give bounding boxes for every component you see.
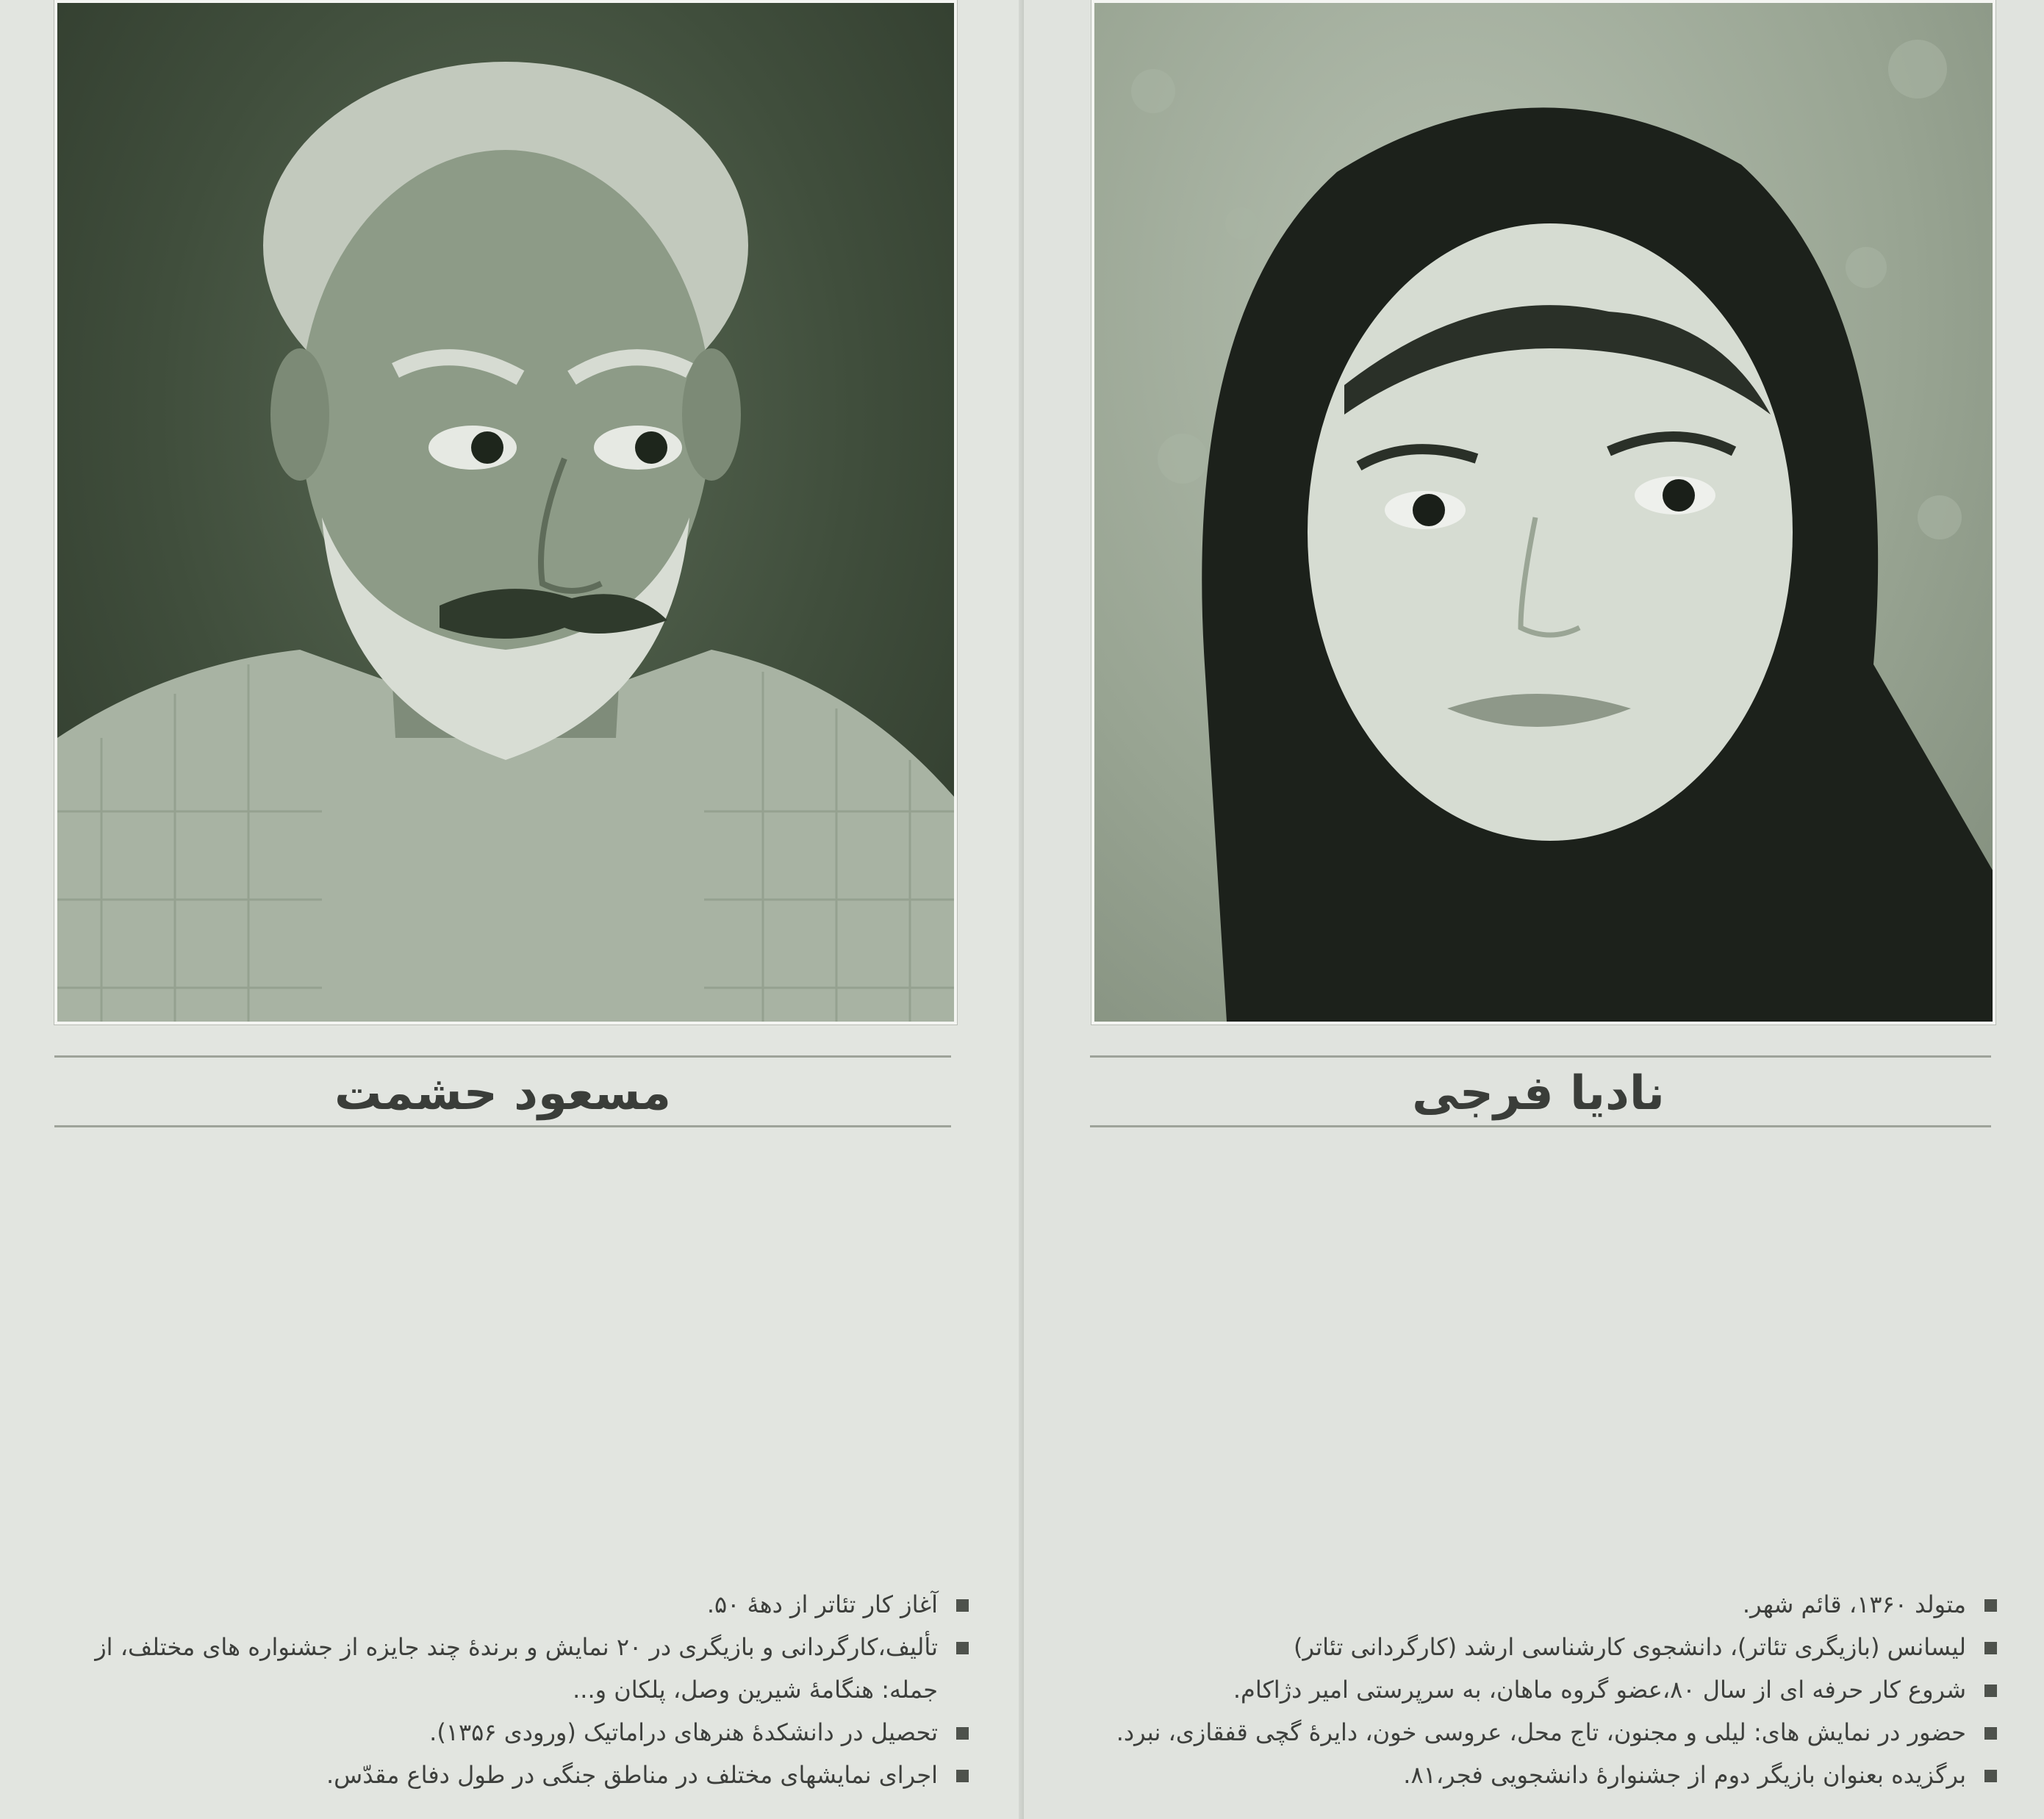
square-bullet-icon [956, 1642, 969, 1654]
square-bullet-icon [1984, 1727, 1997, 1740]
list-item [54, 1754, 972, 1796]
square-bullet-icon [1984, 1599, 1997, 1612]
name-top-rule [54, 1055, 951, 1058]
person-name: نادیا فرجی [1412, 1066, 1665, 1121]
bio-item-text: تألیف،کارگردانی و بازیگری در ۲۰ نمایش و برندۀ چند جایزه از جشنواره های مختلف، از جمله: هنگامۀ شیرین وصل، پلکان و... [95, 1633, 938, 1704]
right-page [1024, 0, 2044, 1819]
bio-item-text: آغاز کار تئاتر از دهۀ ۵۰. [706, 1590, 938, 1618]
bio-list [1068, 1583, 2000, 1796]
bio-item-text: حضور در نمایش های: لیلی و مجنون، تاج محل، عروسی خون، دایرۀ گچی قفقازی، نبرد. [1116, 1718, 1966, 1746]
bio-item-text: اجرای نمایشهای مختلف در مناطق جنگی در طول دفاع مقدّس. [326, 1761, 938, 1789]
bio-item-text: متولد ۱۳۶۰، قائم شهر. [1742, 1590, 1966, 1618]
list-item [54, 1626, 972, 1711]
square-bullet-icon [1984, 1685, 1997, 1697]
list-item [1068, 1754, 2000, 1796]
list-item [54, 1583, 972, 1626]
square-bullet-icon [956, 1770, 969, 1782]
bio-item-text: برگزیده بعنوان بازیگر دوم از جشنوارۀ دانشجویی فجر،۸۱. [1403, 1761, 1966, 1789]
list-item [1068, 1583, 2000, 1626]
person-name: مسعود حشمت [334, 1066, 672, 1121]
name-top-rule [1090, 1055, 1991, 1058]
bio-item-text: تحصیل در دانشکدۀ هنرهای دراماتیک (ورودی ۱۳۵۶). [429, 1718, 938, 1746]
name-bottom-rule [54, 1125, 951, 1127]
portrait-man-photo [54, 0, 957, 1025]
list-item [54, 1711, 972, 1754]
square-bullet-icon [1984, 1770, 1997, 1782]
list-item [1068, 1626, 2000, 1668]
bio-item-text: شروع کار حرفه ای از سال ۸۰،عضو گروه ماهان، به سرپرستی امیر دژاکام. [1233, 1676, 1966, 1704]
square-bullet-icon [1984, 1642, 1997, 1654]
list-item [1068, 1711, 2000, 1754]
portrait-woman-photo [1091, 0, 1995, 1025]
square-bullet-icon [956, 1599, 969, 1612]
bio-list [54, 1583, 972, 1796]
square-bullet-icon [956, 1727, 969, 1740]
list-item [1068, 1668, 2000, 1711]
name-bottom-rule [1090, 1125, 1991, 1127]
bio-item-text: لیسانس (بازیگری تئاتر)، دانشجوی کارشناسی ارشد (کارگردانی تئاتر) [1294, 1633, 1966, 1661]
